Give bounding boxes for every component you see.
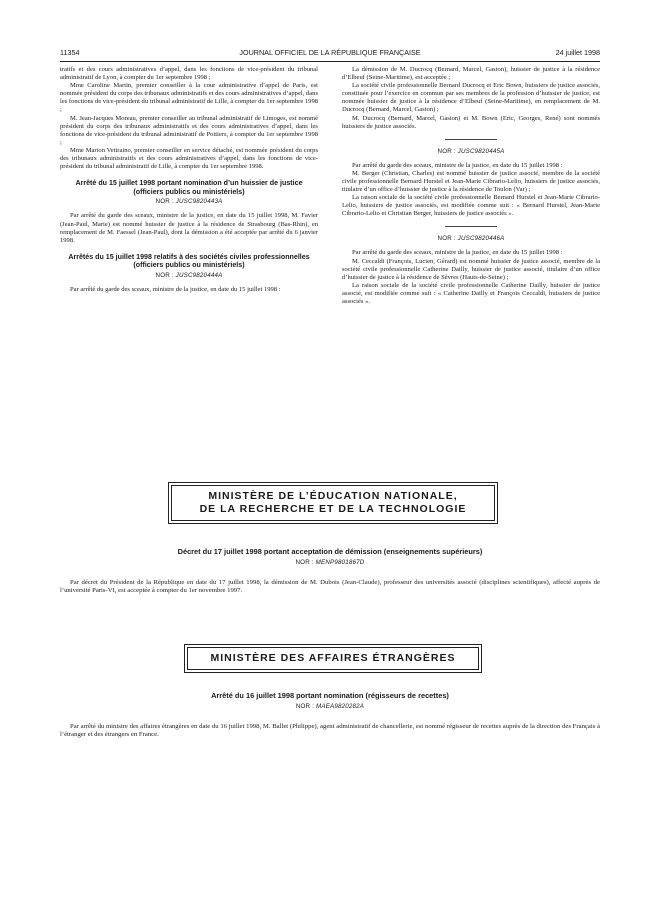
paragraph: Par décret du Président de la République en date du 17 juillet 1998, la démission de M. Dubois (Jean-Claude), professeur des universités associé (disciplines scientifiques), affecté auprès de l’université Paris-VI, est acceptée à compter du 1er novembre 1997. xyxy=(60,578,600,594)
paragraph: Par arrêté du garde des sceaux, ministre de la justice, en date du 15 juillet 1998, M. Favier (Jean-Paul, Marie) est nommé huissier de justice à la résidence de Strasbourg (Bas-Rhin), en remplacement de M. Faessel (Jean-Paul), dont la démission a été acceptée par arrêté du 6 janvier 1998. xyxy=(60,212,318,244)
decree-title: Arrêté du 15 juillet 1998 portant nomination d’un huissier de justice (officiers publics ou ministériels) xyxy=(75,179,303,196)
paragraph: La raison sociale de la société civile professionnelle Catherine Dailly, huissier de justice associé, est modifiée comme suit : « Catherine Dailly et François Ceccaldi, huissiers de justice associés ». xyxy=(342,281,600,305)
paragraph: Par arrêté du garde des sceaux, ministre de la justice, en date du 15 juillet 1998 : xyxy=(70,285,281,293)
paragraph: Mme Caroline Martin, premier conseiller à la cour administrative d’appel de Paris, est nommée président du corps des tribunaux administratifs et des cours administratives d’appel, dans les fonctions de vice-président du tribunal administratif de Lille, à compter du 1er septembre 1998 ; xyxy=(60,82,318,114)
foreign-affairs-decree xyxy=(60,692,600,739)
nor-label: NOR : xyxy=(295,558,314,566)
nor-code: MAEA9820282A xyxy=(315,702,365,710)
ministry-name-line: MINISTÈRE DE L’ÉDUCATION NATIONALE, xyxy=(208,490,458,502)
nor-reference xyxy=(60,559,600,567)
paragraph: La société civile professionnelle Bernard Ducrocq et Eric Bown, huissiers de justice associés, constituée pour l’exercice en commun par ses membres de la profession d’huissier de justice, est nommée huissier de justice à la résidence d’Elbeuf (Seine-Maritime), en remplacement de M. Ducrocq (Bernard, Marcel, Gaston) ; xyxy=(342,82,600,114)
decree-title: Arrêté du 16 juillet 1998 portant nomination (régisseurs de recettes) xyxy=(211,691,449,700)
nor-code: JUSC9820446A xyxy=(457,235,505,243)
nor-label: NOR : xyxy=(295,702,315,710)
nor-code: JUSC9820444A xyxy=(175,271,223,279)
paragraph: Par arrêté du garde des sceaux, ministre de la justice, en date du 15 juillet 1998 : xyxy=(352,161,563,169)
left-column xyxy=(60,66,318,294)
paragraph: La démission de M. Ducrocq (Bernard, Marcel, Gaston), huissier de justice à la résidence d’Elbeuf (Seine-Maritime), est acceptée ; xyxy=(342,66,600,82)
decree-title: Arrêtés du 15 juillet 1998 relatifs à des sociétés civiles professionnelles (officiers publics ou ministériels) xyxy=(68,252,310,270)
nor-reference xyxy=(60,272,318,280)
paragraph: M. Ducrocq (Bernard, Marcel, Gaston) et M. Bown (Eric, Georges, René) sont nommés huissiers de justice associés. xyxy=(342,114,600,130)
paragraph: Par arrêté du ministre des affaires étrangères en date du 16 juillet 1998, M. Ballet (Philippe), agent administratif de chancellerie, est nommé régisseur de recettes auprès de la direction des Français à l’étranger et des étrangers en France. xyxy=(60,722,600,738)
paragraph: M. Berger (Christian, Charles) est nommé huissier de justice associé, membre de la société civile professionnelle Bernard Hurstel et Jean-Marie Cibrario-Lelio, huissiers de justice associés, titulaire d’un office d’huissier de justice à la résidence de Toulon (Var) ; xyxy=(342,169,600,194)
page-number: 11354 xyxy=(60,48,80,57)
paragraph: M. Jean-Jacques Moreau, premier conseiller au tribunal administratif de Limoges, est nommé président du corps des tribunaux administratifs et des cours administratives d’appel, dans les fonctions de vice-président du tribunal administratif de Poitiers, à compter du 1er septembre 1998 ; xyxy=(60,114,318,146)
nor-label: NOR : xyxy=(155,271,174,279)
ministry-name-line: DE LA RECHERCHE ET DE LA TECHNOLOGIE xyxy=(199,503,467,515)
nor-code: JUSC9820445A xyxy=(457,147,505,155)
page-header xyxy=(60,48,600,60)
paragraph: Par arrêté du garde des sceaux, ministre de la justice, en date du 15 juillet 1998 : xyxy=(352,249,563,257)
separator xyxy=(445,226,497,227)
journal-title: JOURNAL OFFICIEL DE LA RÉPUBLIQUE FRANÇAISE xyxy=(239,48,421,57)
paragraph: Mme Marion Vettraino, premier conseiller en service détaché, est nommée président du corps des tribunaux administratifs et des cours administratives d’appel, dans les fonctions de vice-président du tribunal administratif de Lille, à compter du 1er septembre 1998. xyxy=(60,146,318,171)
paragraph: tratifs et des cours administratives d’appel, dans les fonctions de vice-président du tribunal administratif de Lyon, à compter du 1er septembre 1998 ; xyxy=(60,66,318,82)
ministry-heading-education xyxy=(168,482,498,524)
decree-title: Décret du 17 juillet 1998 portant acceptation de démission (enseignements supérieurs) xyxy=(177,547,483,556)
nor-label: NOR : xyxy=(437,235,456,243)
education-decree xyxy=(60,548,600,595)
paragraph: La raison sociale de la société civile professionnelle Bernard Hurstel et Jean-Marie Cibrario-Lelio, huissiers de justice associés, est modifiée comme suit : « Bernard Hurstel, Jean-Marie Cibrario-Lelio et Christian Berger, huissiers de justice associés ». xyxy=(342,194,600,218)
nor-reference xyxy=(60,198,318,206)
separator xyxy=(445,139,497,140)
nor-label: NOR : xyxy=(155,198,174,206)
nor-reference xyxy=(342,148,600,156)
nor-label: NOR : xyxy=(437,147,456,155)
nor-code: JUSC9820443A xyxy=(175,198,223,206)
ministry-name-line: MINISTÈRE DES AFFAIRES ÉTRANGÈRES xyxy=(210,652,456,664)
nor-reference xyxy=(342,235,600,243)
right-column xyxy=(342,66,600,306)
nor-code: MENP9801867D xyxy=(315,558,365,566)
header-rule xyxy=(60,61,600,62)
issue-date: 24 juillet 1998 xyxy=(555,48,600,57)
nor-reference xyxy=(60,703,600,711)
ministry-heading-foreign-affairs xyxy=(184,644,482,673)
paragraph: M. Ceccaldi (François, Lucien, Gérard) est nommé huissier de justice associé, membre de la société civile professionnelle Catherine Dailly, huissier de justice associé, titulaire d’un office d’huissier de justice à la résidence de Sèvres (Hauts-de-Seine) ; xyxy=(342,257,600,281)
